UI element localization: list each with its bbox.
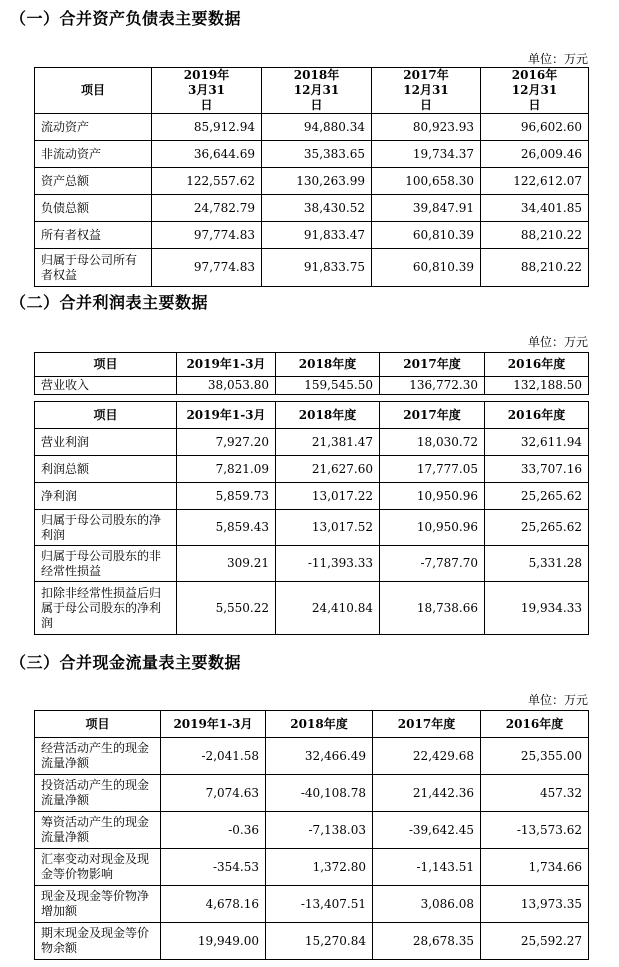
row-label: 归属于母公司股东的非经常性损益 — [35, 546, 177, 582]
cell-value: 97,774.83 — [152, 222, 262, 249]
cell-value: 80,923.93 — [372, 114, 481, 141]
table-row — [35, 738, 589, 775]
cell-value: 38,430.52 — [262, 195, 372, 222]
row-label: 归属于母公司所有者权益 — [35, 249, 152, 287]
row-label: 筹资活动产生的现金流量净额 — [35, 812, 161, 849]
table-row — [35, 849, 589, 886]
cell-value: -13,407.51 — [266, 886, 373, 923]
cell-value: 21,381.47 — [276, 429, 380, 456]
cell-value: -2,041.58 — [161, 738, 266, 775]
table-row — [35, 812, 589, 849]
cell-value: -354.53 — [161, 849, 266, 886]
header-cell: 2017年度 — [380, 353, 485, 377]
header-cell: 2019年3月31日 — [152, 68, 262, 114]
row-label: 营业收入 — [35, 377, 177, 395]
cell-value: 22,429.68 — [373, 738, 481, 775]
table-row — [35, 582, 589, 635]
cell-value: 13,973.35 — [481, 886, 589, 923]
header-cell: 2019年1-3月 — [161, 711, 266, 738]
cell-value: 25,592.27 — [481, 923, 589, 960]
cell-value: 91,833.75 — [262, 249, 372, 287]
cell-value: 85,912.94 — [152, 114, 262, 141]
table-header-row — [35, 353, 589, 377]
table-row — [35, 168, 589, 195]
table-row — [35, 222, 589, 249]
row-label: 净利润 — [35, 483, 177, 510]
cell-value: 7,821.09 — [177, 456, 276, 483]
cell-value: -39,642.45 — [373, 812, 481, 849]
cell-value: -11,393.33 — [276, 546, 380, 582]
row-label: 现金及现金等价物净增加额 — [35, 886, 161, 923]
header-cell: 2019年1-3月 — [177, 402, 276, 429]
row-label: 所有者权益 — [35, 222, 152, 249]
row-label: 营业利润 — [35, 429, 177, 456]
cell-value: 36,644.69 — [152, 141, 262, 168]
header-cell: 2016年度 — [485, 402, 589, 429]
header-cell: 2016年12月31日 — [481, 68, 589, 114]
row-label: 汇率变动对现金及现金等价物影响 — [35, 849, 161, 886]
cell-value: 60,810.39 — [372, 249, 481, 287]
header-cell: 2016年度 — [485, 353, 589, 377]
cell-value: 33,707.16 — [485, 456, 589, 483]
cell-value: -7,787.70 — [380, 546, 485, 582]
cash-flow-table — [34, 710, 589, 960]
table-row — [35, 483, 589, 510]
cell-value: 3,086.08 — [373, 886, 481, 923]
header-cell: 2018年度 — [276, 402, 380, 429]
table-row — [35, 377, 589, 395]
table-header-row — [35, 68, 589, 114]
cell-value: 94,880.34 — [262, 114, 372, 141]
balance-sheet-table — [34, 67, 589, 287]
table-row — [35, 923, 589, 960]
section2-title: （二）合并利润表主要数据 — [10, 293, 209, 312]
header-cell: 2018年度 — [276, 353, 380, 377]
cell-value: 15,270.84 — [266, 923, 373, 960]
cell-value: 18,738.66 — [380, 582, 485, 635]
section1-title: （一）合并资产负债表主要数据 — [10, 9, 242, 28]
table-row — [35, 546, 589, 582]
row-label: 流动资产 — [35, 114, 152, 141]
section3-unit: 单位：万元 — [527, 693, 588, 707]
cell-value: 25,355.00 — [481, 738, 589, 775]
cell-value: 10,950.96 — [380, 483, 485, 510]
cell-value: 136,772.30 — [380, 377, 485, 395]
header-cell: 项目 — [35, 353, 177, 377]
cell-value: 13,017.52 — [276, 510, 380, 546]
header-cell: 2017年度 — [380, 402, 485, 429]
cell-value: 4,678.16 — [161, 886, 266, 923]
cell-value: 130,263.99 — [262, 168, 372, 195]
cell-value: 34,401.85 — [481, 195, 589, 222]
table-row — [35, 510, 589, 546]
income-statement-table — [34, 352, 589, 395]
row-label: 扣除非经常性损益后归属于母公司股东的净利润 — [35, 582, 177, 635]
row-label: 期末现金及现金等价物余额 — [35, 923, 161, 960]
header-cell: 2019年1-3月 — [177, 353, 276, 377]
table-row — [35, 429, 589, 456]
cell-value: 60,810.39 — [372, 222, 481, 249]
row-label: 非流动资产 — [35, 141, 152, 168]
cell-value: -40,108.78 — [266, 775, 373, 812]
table-row — [35, 249, 589, 287]
table-row — [35, 195, 589, 222]
cell-value: 122,557.62 — [152, 168, 262, 195]
cell-value: 5,859.73 — [177, 483, 276, 510]
header-cell: 2017年12月31日 — [372, 68, 481, 114]
row-label: 投资活动产生的现金流量净额 — [35, 775, 161, 812]
cell-value: 28,678.35 — [373, 923, 481, 960]
table-row — [35, 114, 589, 141]
header-cell: 2018年度 — [266, 711, 373, 738]
cell-value: 5,550.22 — [177, 582, 276, 635]
header-cell: 项目 — [35, 402, 177, 429]
header-cell: 2017年度 — [373, 711, 481, 738]
cell-value: -0.36 — [161, 812, 266, 849]
cell-value: 7,074.63 — [161, 775, 266, 812]
income-statement-table-continued — [34, 401, 589, 635]
cell-value: 10,950.96 — [380, 510, 485, 546]
cell-value: 132,188.50 — [485, 377, 589, 395]
cell-value: 88,210.22 — [481, 249, 589, 287]
cell-value: 7,927.20 — [177, 429, 276, 456]
cell-value: 96,602.60 — [481, 114, 589, 141]
table-row — [35, 886, 589, 923]
cell-value: 159,545.50 — [276, 377, 380, 395]
table-header-row — [35, 402, 589, 429]
cell-value: 21,627.60 — [276, 456, 380, 483]
cell-value: 19,734.37 — [372, 141, 481, 168]
cell-value: 17,777.05 — [380, 456, 485, 483]
cell-value: 91,833.47 — [262, 222, 372, 249]
cell-value: 309.21 — [177, 546, 276, 582]
header-cell: 项目 — [35, 68, 152, 114]
cell-value: 24,410.84 — [276, 582, 380, 635]
cell-value: 25,265.62 — [485, 510, 589, 546]
cell-value: 18,030.72 — [380, 429, 485, 456]
cell-value: 1,372.80 — [266, 849, 373, 886]
cell-value: 19,934.33 — [485, 582, 589, 635]
header-cell: 2018年12月31日 — [262, 68, 372, 114]
cell-value: 100,658.30 — [372, 168, 481, 195]
header-cell: 项目 — [35, 711, 161, 738]
cell-value: 122,612.07 — [481, 168, 589, 195]
cell-value: 457.32 — [481, 775, 589, 812]
table-row — [35, 456, 589, 483]
row-label: 利润总额 — [35, 456, 177, 483]
cell-value: 25,265.62 — [485, 483, 589, 510]
cell-value: 5,859.43 — [177, 510, 276, 546]
cell-value: -1,143.51 — [373, 849, 481, 886]
header-cell: 2016年度 — [481, 711, 589, 738]
cell-value: 35,383.65 — [262, 141, 372, 168]
cell-value: 1,734.66 — [481, 849, 589, 886]
section3-title: （三）合并现金流量表主要数据 — [10, 653, 242, 672]
row-label: 经营活动产生的现金流量净额 — [35, 738, 161, 775]
cell-value: 13,017.22 — [276, 483, 380, 510]
cell-value: 5,331.28 — [485, 546, 589, 582]
cell-value: 24,782.79 — [152, 195, 262, 222]
section1-unit: 单位：万元 — [527, 52, 588, 66]
table-header-row — [35, 711, 589, 738]
cell-value: 88,210.22 — [481, 222, 589, 249]
cell-value: 21,442.36 — [373, 775, 481, 812]
row-label: 归属于母公司股东的净利润 — [35, 510, 177, 546]
cell-value: 32,611.94 — [485, 429, 589, 456]
cell-value: 32,466.49 — [266, 738, 373, 775]
cell-value: 26,009.46 — [481, 141, 589, 168]
table-row — [35, 141, 589, 168]
row-label: 资产总额 — [35, 168, 152, 195]
cell-value: -7,138.03 — [266, 812, 373, 849]
row-label: 负债总额 — [35, 195, 152, 222]
cell-value: 39,847.91 — [372, 195, 481, 222]
cell-value: 38,053.80 — [177, 377, 276, 395]
section2-unit: 单位：万元 — [527, 335, 588, 349]
cell-value: 19,949.00 — [161, 923, 266, 960]
cell-value: 97,774.83 — [152, 249, 262, 287]
cell-value: -13,573.62 — [481, 812, 589, 849]
table-row — [35, 775, 589, 812]
